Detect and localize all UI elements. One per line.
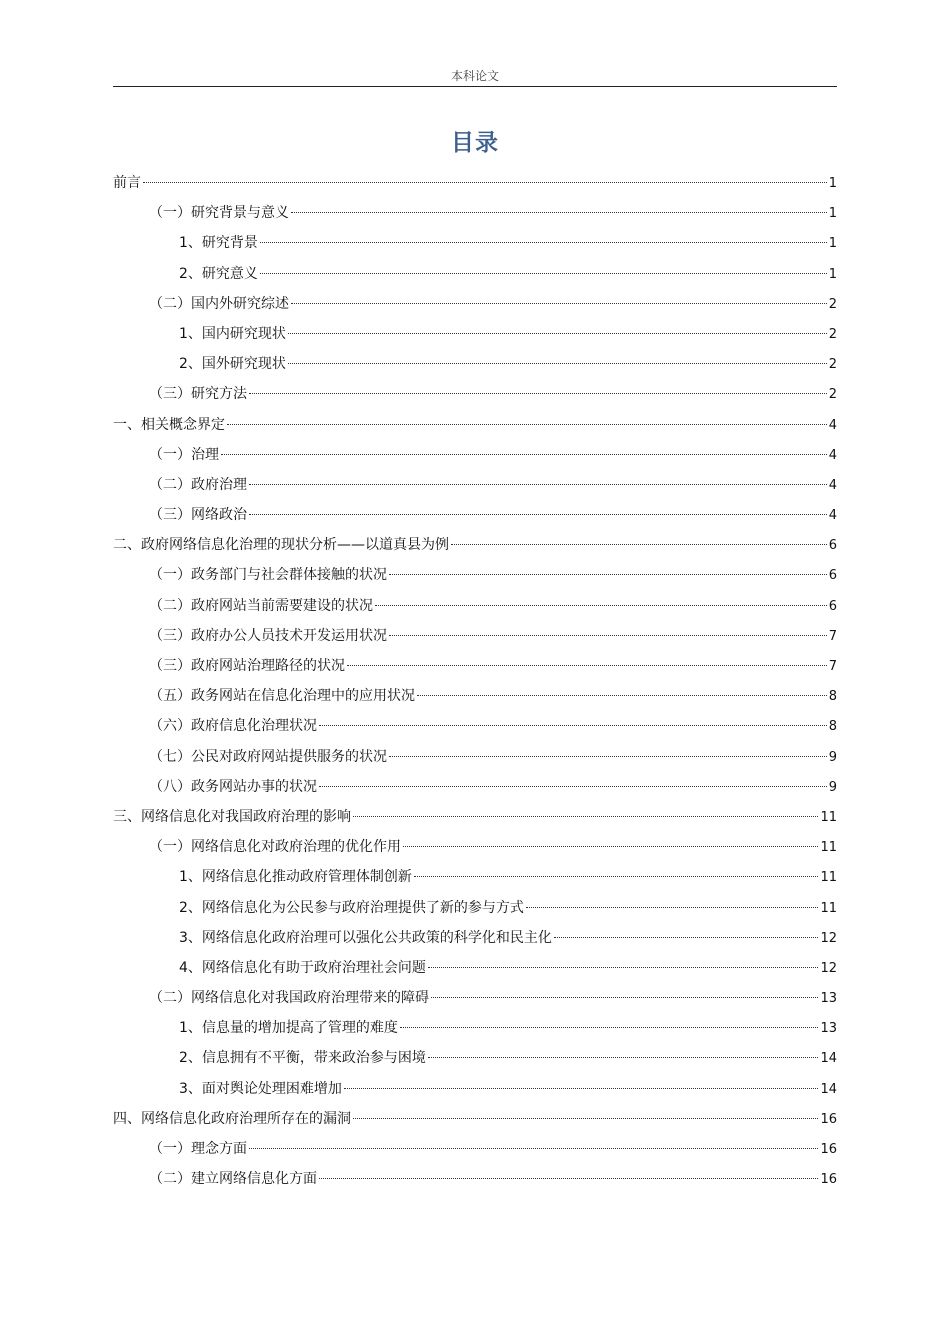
toc-entry-title: 1、国内研究现状 <box>179 325 286 342</box>
toc-entry-title: （二）建立网络信息化方面 <box>149 1171 317 1188</box>
toc-entry-title: （一）研究背景与意义 <box>149 205 289 222</box>
toc-entry-page-number: 7 <box>828 659 837 674</box>
toc-entry-title: （一）治理 <box>149 446 219 463</box>
dot-leader <box>319 724 827 726</box>
dot-leader <box>249 513 827 515</box>
toc-entry[interactable] <box>113 168 837 198</box>
toc-entry-page-number: 4 <box>828 447 837 463</box>
toc-entry-page-number: 1 <box>828 176 837 191</box>
toc-entry[interactable] <box>113 349 837 379</box>
toc-entry-page-number: 13 <box>820 991 837 1007</box>
dot-leader <box>526 906 819 908</box>
dot-leader <box>288 332 827 334</box>
dot-leader <box>375 604 827 606</box>
toc-entry-title: 二、政府网络信息化治理的现状分析——以道真县为例 <box>113 537 449 554</box>
toc-entry-title: 3、面对舆论处理困难增加 <box>179 1080 342 1097</box>
toc-entry-title: （一）理念方面 <box>149 1141 247 1157</box>
toc-entry-title: 2、信息拥有不平衡，带来政治参与困境 <box>179 1050 426 1067</box>
dot-leader <box>291 302 827 304</box>
dot-leader <box>291 211 827 213</box>
toc-entry-page-number: 4 <box>828 508 837 524</box>
toc-entry-title: （三）政府网站治理路径的状况 <box>149 658 345 674</box>
toc-entry[interactable] <box>113 983 837 1013</box>
toc-title: 目录 <box>451 130 499 156</box>
dot-leader <box>451 543 827 545</box>
dot-leader <box>431 996 818 998</box>
dot-leader <box>554 936 819 938</box>
toc-entry-page-number: 1 <box>828 236 837 252</box>
dot-leader <box>389 573 827 575</box>
toc-entry[interactable] <box>113 893 837 923</box>
toc-entry-page-number: 14 <box>820 1051 837 1067</box>
page-header <box>113 66 837 87</box>
toc-entry-page-number: 6 <box>828 598 837 614</box>
toc-entry-title: 1、网络信息化推动政府管理体制创新 <box>179 869 412 886</box>
toc-entry[interactable] <box>113 802 837 832</box>
toc-entry-page-number: 11 <box>820 809 837 825</box>
toc-entry[interactable] <box>113 228 837 258</box>
toc-entry-title: 2、研究意义 <box>179 265 258 282</box>
toc-entry-page-number: 7 <box>828 628 837 644</box>
toc-entry[interactable] <box>113 440 837 470</box>
toc-entry-title: （七）公民对政府网站提供服务的状况 <box>149 748 387 765</box>
toc-entry-title: 三、网络信息化对我国政府治理的影响 <box>113 808 351 825</box>
toc-entry-title: 4、网络信息化有助于政府治理社会问题 <box>179 959 426 976</box>
toc-entry-title: 1、信息量的增加提高了管理的难度 <box>179 1020 398 1037</box>
toc-entry[interactable] <box>113 379 837 409</box>
dot-leader <box>414 875 819 877</box>
toc-entry-page-number: 12 <box>820 960 837 976</box>
dot-leader <box>249 1147 818 1149</box>
toc-entry-page-number: 11 <box>820 840 837 856</box>
toc-entry-page-number: 4 <box>828 477 837 493</box>
toc-entry[interactable] <box>113 1074 837 1104</box>
dot-leader <box>319 1177 818 1179</box>
toc-entry-page-number: 6 <box>828 568 837 584</box>
toc-entry-title: （二）政府网站当前需要建设的状况 <box>149 597 373 614</box>
dot-leader <box>344 1087 819 1089</box>
toc-entry-title: 一、相关概念界定 <box>113 416 225 433</box>
toc-entry-page-number: 12 <box>820 930 837 946</box>
dot-leader <box>403 845 818 847</box>
dot-leader <box>221 453 827 455</box>
toc-entry[interactable] <box>113 319 837 349</box>
dot-leader <box>319 785 827 787</box>
toc-entry[interactable] <box>113 832 837 862</box>
dot-leader <box>389 755 827 757</box>
dot-leader <box>417 694 827 696</box>
toc-entry[interactable] <box>113 259 837 289</box>
toc-entry[interactable] <box>113 591 837 621</box>
toc-entry-title: 2、网络信息化为公民参与政府治理提供了新的参与方式 <box>179 899 524 916</box>
dot-leader <box>347 664 827 666</box>
dot-leader <box>428 966 819 968</box>
dot-leader <box>428 1056 819 1058</box>
dot-leader <box>389 634 827 636</box>
toc-entry-title: （三）网络政治 <box>149 507 247 524</box>
header-text: 本科论文 <box>450 69 499 83</box>
toc-entry-page-number: 9 <box>828 749 837 765</box>
dot-leader <box>260 272 827 274</box>
toc-entry[interactable] <box>113 1164 837 1194</box>
toc-entry[interactable] <box>113 621 837 651</box>
toc-entry[interactable] <box>113 289 837 319</box>
toc-entry-title: （一）网络信息化对政府治理的优化作用 <box>149 839 401 856</box>
toc-entry-title: （三）研究方法 <box>149 386 247 403</box>
toc-entry[interactable] <box>113 681 837 711</box>
toc-entry[interactable] <box>113 500 837 530</box>
toc-entry-page-number: 11 <box>820 900 837 916</box>
dot-leader <box>353 1117 818 1119</box>
toc-entry-page-number: 11 <box>820 870 837 886</box>
toc-entry-page-number: 8 <box>828 719 837 735</box>
toc-entry-page-number: 1 <box>828 206 837 222</box>
toc-entry-title: （三）政府办公人员技术开发运用状况 <box>149 627 387 644</box>
dot-leader <box>288 362 827 364</box>
toc-entry[interactable] <box>113 1043 837 1073</box>
toc-entry-page-number: 2 <box>828 296 837 312</box>
toc-entry[interactable] <box>113 470 837 500</box>
toc-entry[interactable] <box>113 772 837 802</box>
table-of-contents <box>113 168 837 1194</box>
toc-entry-page-number: 16 <box>820 1142 837 1157</box>
toc-entry-page-number: 14 <box>820 1081 837 1097</box>
toc-entry[interactable] <box>113 862 837 892</box>
toc-entry-page-number: 6 <box>828 538 837 554</box>
toc-entry-title: （五）政务网站在信息化治理中的应用状况 <box>149 688 415 705</box>
toc-entry-page-number: 13 <box>820 1021 837 1037</box>
toc-entry[interactable] <box>113 1134 837 1164</box>
dot-leader <box>227 423 827 425</box>
toc-entry-page-number: 4 <box>828 417 837 433</box>
toc-entry[interactable] <box>113 198 837 228</box>
toc-entry-title: 3、网络信息化政府治理可以强化公共政策的科学化和民主化 <box>179 929 552 946</box>
toc-entry[interactable] <box>113 651 837 681</box>
toc-entry-page-number: 16 <box>820 1172 837 1188</box>
dot-leader <box>249 483 827 485</box>
dot-leader <box>260 241 827 243</box>
toc-entry-page-number: 16 <box>820 1111 837 1127</box>
toc-entry[interactable] <box>113 953 837 983</box>
dot-leader <box>249 392 827 394</box>
toc-entry[interactable] <box>113 1104 837 1134</box>
toc-entry[interactable] <box>113 410 837 440</box>
toc-entry[interactable] <box>113 711 837 741</box>
toc-entry-title: 四、网络信息化政府治理所存在的漏洞 <box>113 1110 351 1127</box>
toc-entry-title: （二）政府治理 <box>149 476 247 493</box>
toc-entry[interactable] <box>113 923 837 953</box>
toc-entry-title: （二）国内外研究综述 <box>149 295 289 312</box>
toc-entry[interactable] <box>113 530 837 560</box>
toc-entry-page-number: 2 <box>828 326 837 342</box>
toc-entry-title: （一）政务部门与社会群体接触的状况 <box>149 567 387 584</box>
toc-entry-page-number: 2 <box>828 387 837 403</box>
toc-entry-page-number: 1 <box>828 266 837 282</box>
dot-leader <box>353 815 818 817</box>
toc-entry-page-number: 8 <box>828 689 837 705</box>
toc-entry[interactable] <box>113 742 837 772</box>
toc-entry-title: （六）政府信息化治理状况 <box>149 718 317 735</box>
toc-entry-title: 1、研究背景 <box>179 235 258 252</box>
dot-leader <box>143 181 827 183</box>
toc-entry[interactable] <box>113 1013 837 1043</box>
toc-entry-title: （八）政务网站办事的状况 <box>149 778 317 795</box>
toc-entry-title: 前言 <box>113 175 141 191</box>
toc-entry-page-number: 9 <box>828 779 837 795</box>
toc-entry-page-number: 2 <box>828 357 837 373</box>
toc-entry-title: （二）网络信息化对我国政府治理带来的障碍 <box>149 990 429 1007</box>
toc-entry-title: 2、国外研究现状 <box>179 356 286 373</box>
dot-leader <box>400 1026 819 1028</box>
toc-entry[interactable] <box>113 560 837 590</box>
